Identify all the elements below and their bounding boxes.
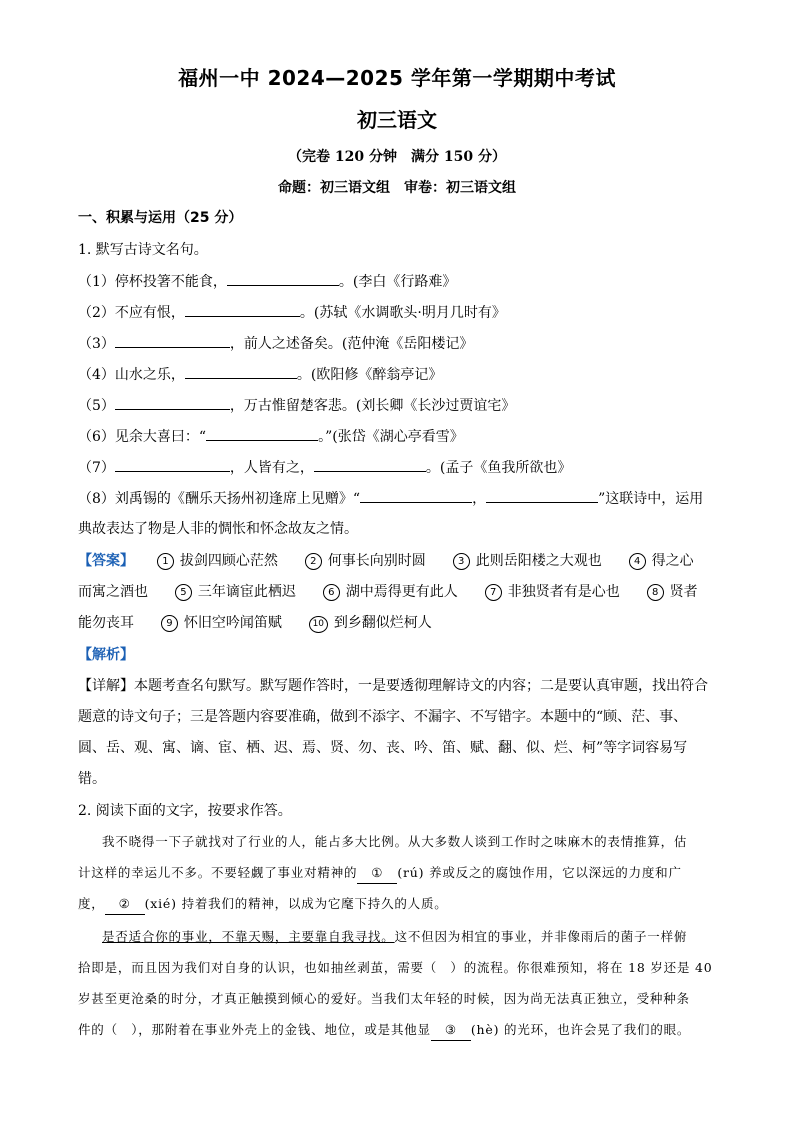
item-text: （3） <box>78 336 115 352</box>
answer-number: 5 <box>175 584 192 601</box>
detail-line-1: 【详解】本题考查名句默写。默写题作答时，一是要透彻理解诗文的内容；二是要认真审题，找出符合 <box>78 678 708 694</box>
answer-line-2 <box>78 582 698 602</box>
exam-setters: 命题：初三语文组 审卷：初三语文组 <box>278 180 516 196</box>
answer-blank[interactable] <box>206 426 318 441</box>
answer-number: 9 <box>161 615 178 632</box>
item-text: （1）停杯投箸不能食， <box>78 274 227 290</box>
answer-blank[interactable] <box>227 271 339 286</box>
answer-number: 8 <box>647 584 664 601</box>
answer-blank[interactable] <box>314 457 426 472</box>
passage-blank[interactable]: ③ <box>431 1020 471 1041</box>
detail-line-4: 错。 <box>78 771 106 787</box>
item-source: ，前人之述备矣。(范仲淹《岳阳楼记》 <box>229 336 474 352</box>
q1-item-1 <box>78 271 456 292</box>
item-text: （6）见余大喜曰：“ <box>78 429 207 445</box>
answer-blank[interactable] <box>115 395 230 410</box>
answer-number: 7 <box>485 584 502 601</box>
passage-blank[interactable]: ② <box>105 894 145 915</box>
answer-line-1 <box>78 551 694 571</box>
answer-number: 10 <box>309 616 328 633</box>
answer-text: 湖中焉得更有此人 <box>345 584 458 600</box>
passage-text: (rú) 养或反之的腐蚀作用，它以深远的力度和广 <box>397 865 682 880</box>
passage-text: (xié) 持着我们的精神，以成为它麾下持久的人质。 <box>144 896 448 911</box>
item-text: （7） <box>78 460 115 476</box>
item-text: ， <box>472 491 487 507</box>
item-source: 。(欧阳修《醉翁亭记》 <box>296 367 443 383</box>
answer-text: 拔剑四顾心茫然 <box>179 553 278 569</box>
passage-text: 计这样的幸运儿不多。不要轻觑了事业对精神的 <box>78 865 358 880</box>
exam-subject: 初三语文 <box>357 108 437 132</box>
q1-item-4 <box>78 364 442 385</box>
analysis-tag: 【解析】 <box>78 647 134 663</box>
q1-item-8-cont: 典故表达了物是人非的惆怅和怀念故友之情。 <box>78 521 358 537</box>
item-source: 。(孟子《鱼我所欲也》 <box>425 460 572 476</box>
item-source: ，万古惟留楚客悲。(刘长卿《长沙过贾谊宅》 <box>229 398 516 414</box>
exam-time-score: （完卷 120 分钟 满分 150 分） <box>288 149 506 165</box>
answer-text: 得之心 <box>651 553 694 569</box>
exam-title: 福州一中 2024—2025 学年第一学期期中考试 <box>178 66 616 90</box>
item-text: （2）不应有恨， <box>78 305 185 321</box>
q1-item-7 <box>78 457 571 478</box>
answer-blank[interactable] <box>360 488 472 503</box>
q1-item-3 <box>78 333 473 354</box>
passage-line <box>78 1020 724 1041</box>
answer-text: 而寓之酒也 <box>78 584 148 600</box>
passage-text: 这不但因为相宜的事业，并非像雨后的菌子一样俯 <box>394 929 688 944</box>
answer-number: 3 <box>453 553 470 570</box>
answer-text: 贤者 <box>669 584 698 600</box>
passage-line <box>78 894 724 915</box>
passage-line: 拾即是，而且因为我们对自身的认识，也如抽丝剥茧，需要（ ）的流程。你很难预知，将在 18 岁还是 40 <box>78 960 713 975</box>
item-text: （8）刘禹锡的《酬乐天扬州初逢席上见赠》“ <box>78 491 361 507</box>
question-1-stem: 1. 默写古诗文名句。 <box>78 242 208 258</box>
section-heading: 一、积累与运用（25 分） <box>78 210 243 226</box>
answer-text: 能勿丧耳 <box>78 615 134 631</box>
passage-line <box>78 832 724 852</box>
answer-number: 6 <box>323 584 340 601</box>
passage-text: 我不晓得一下子就找对了行业的人，能占多大比例。从大多数人谈到工作时之味麻木的表情推算，估 <box>102 834 688 849</box>
passage-text: (hè) 的光环，也许会晃了我们的眼。 <box>470 1022 691 1037</box>
answer-number: 2 <box>305 553 322 570</box>
item-text: ，人皆有之， <box>229 460 314 476</box>
answer-text: 非独贤者有是心也 <box>507 584 620 600</box>
passage-line <box>78 927 724 947</box>
q1-item-5 <box>78 395 515 416</box>
q1-item-6 <box>78 426 464 447</box>
passage-underlined: 是否适合你的事业，不靠天赐，主要靠自我寻找。 <box>102 929 395 944</box>
answer-text: 三年谪宦此栖迟 <box>197 584 296 600</box>
passage-text: 度， <box>78 896 105 911</box>
item-source: 。”(张岱《湖心亭看雪》 <box>318 429 464 445</box>
answer-blank[interactable] <box>115 333 230 348</box>
answer-blank[interactable] <box>486 488 598 503</box>
item-source: 。(苏轼《水调歌头·明月几时有》 <box>299 305 506 321</box>
answer-number: 1 <box>157 553 174 570</box>
answer-text: 此则岳阳楼之大观也 <box>475 553 602 569</box>
item-text: （4）山水之乐， <box>78 367 185 383</box>
detail-line-2: 题意的诗文句子；三是答题内容要准确，做到不添字、不漏字、不写错字。本题中的“顾、茫、事、 <box>78 709 688 725</box>
detail-line-3: 圆、岳、观、寓、谪、宦、栖、迟、焉、贤、勿、丧、吟、笛、赋、翻、似、烂、柯”等字词容易写 <box>78 740 688 756</box>
answer-blank[interactable] <box>185 364 297 379</box>
answer-tag: 【答案】 <box>78 553 134 569</box>
item-source: 。(李白《行路难》 <box>338 274 457 290</box>
answer-blank[interactable] <box>185 302 300 317</box>
passage-line <box>78 863 724 884</box>
q1-item-2 <box>78 302 506 323</box>
passage-blank[interactable]: ① <box>357 863 397 884</box>
answer-text: 何事长向别时圆 <box>327 553 426 569</box>
question-2-stem: 2. 阅读下面的文字，按要求作答。 <box>78 803 292 819</box>
item-text: （5） <box>78 398 115 414</box>
passage-line: 岁甚至更沧桑的时分，才真正触摸到倾心的爱好。当我们太年轻的时候，因为尚无法真正独立，受种种条 <box>78 991 690 1006</box>
passage-text: 件的（ ），那附着在事业外壳上的金钱、地位，或是其他显 <box>78 1022 431 1037</box>
item-text: ”这联诗中，运用 <box>598 491 704 507</box>
answer-number: 4 <box>629 553 646 570</box>
q1-item-8 <box>78 488 703 509</box>
answer-line-3 <box>78 613 432 633</box>
answer-text: 到乡翻似烂柯人 <box>333 615 432 631</box>
answer-blank[interactable] <box>115 457 230 472</box>
answer-text: 怀旧空吟闻笛赋 <box>183 615 282 631</box>
